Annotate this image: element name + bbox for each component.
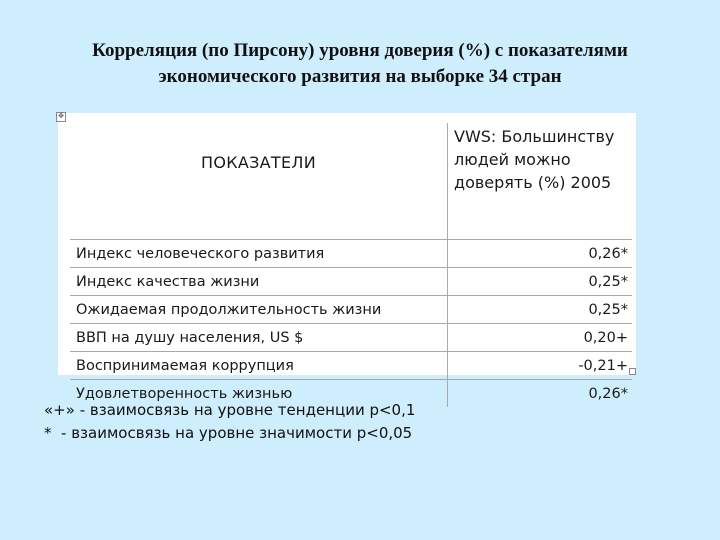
header-vws [448,123,633,240]
row-value: 0,26* [448,380,633,408]
table-header-row [70,123,632,240]
table-row [70,240,632,268]
row-label: Удовлетворенность жизнью [70,380,448,408]
table-panel [58,113,636,402]
row-value: 0,26* [448,240,633,268]
table-row [70,296,632,324]
row-label: ВВП на душу населения, US $ [70,324,448,352]
table-row [70,352,632,380]
row-value: 0,25* [448,268,633,296]
row-value: -0,21+ [448,352,633,380]
footnotes [44,399,415,445]
table-row [70,268,632,296]
row-value: 0,20+ [448,324,633,352]
title-line-2: экономического развития на выборке 34 стран [158,66,562,87]
correlation-table [70,123,632,407]
table-row [70,324,632,352]
header-vws-line-1: VWS: Большинству [454,127,615,146]
footnote-significance: * - взаимосвязь на уровне значимости p<0,05 [44,424,413,442]
slide-title [40,38,680,90]
header-indicators: ПОКАЗАТЕЛИ [70,123,448,240]
row-label: Ожидаемая продолжительность жизни [70,296,448,324]
move-handle-icon[interactable]: ✥ [56,112,66,122]
row-label: Воспринимаемая коррупция [70,352,448,380]
row-value: 0,25* [448,296,633,324]
row-label: Индекс человеческого развития [70,240,448,268]
resize-handle-icon[interactable] [629,368,636,375]
title-line-1: Корреляция (по Пирсону) уровня доверия (%) с показателями [92,40,628,61]
header-vws-line-3: доверять (%) 2005 [454,173,612,192]
footnote-tendency: «+» - взаимосвязь на уровне тенденции p<0,1 [44,401,416,419]
row-label: Индекс качества жизни [70,268,448,296]
header-vws-line-2: людей можно [454,150,571,169]
